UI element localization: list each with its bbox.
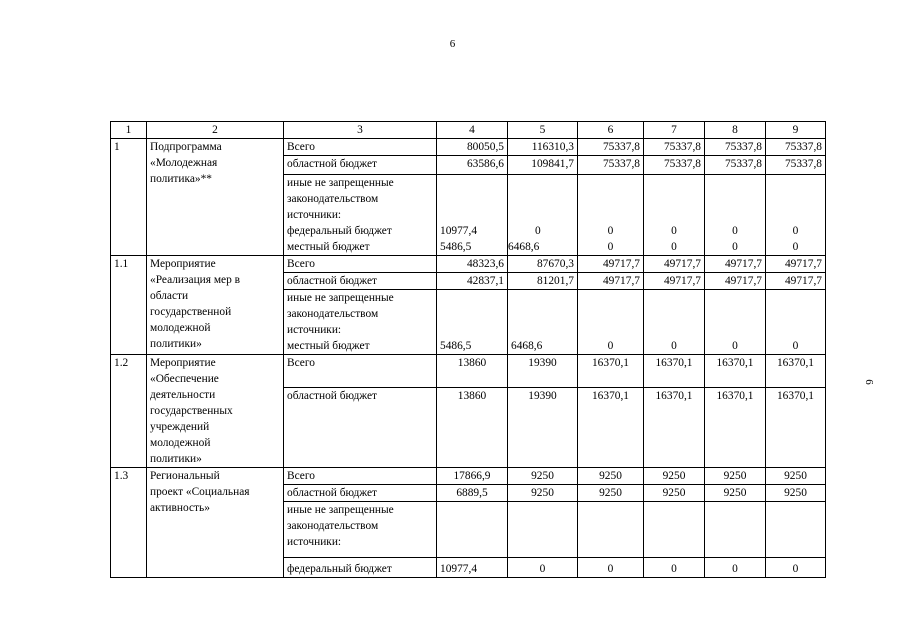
value-cell: 16370,1 xyxy=(644,388,705,468)
value-cell xyxy=(578,502,644,558)
value-cell: 49717,7 xyxy=(578,273,644,290)
value-cell: 0 xyxy=(705,290,766,355)
value-cell: 0 xyxy=(508,558,578,578)
value-cell: 75337,8 xyxy=(705,156,766,175)
value-cell: 19390 xyxy=(508,388,578,468)
value-cell: 0 xyxy=(705,558,766,578)
section-index: 1.1 xyxy=(111,256,147,355)
value-cell: 0 xyxy=(578,558,644,578)
value-cell: 48323,6 xyxy=(437,256,508,273)
funding-source: областной бюджет xyxy=(284,485,437,502)
value-cell: 17866,9 xyxy=(437,468,508,485)
value-cell: 75337,8 xyxy=(766,139,826,156)
section-name: Мероприятие «Реализация мер в области государственной молодежной политики» xyxy=(147,256,284,355)
value-cell: 9250 xyxy=(766,485,826,502)
value-cell: 16370,1 xyxy=(705,388,766,468)
value-cell: 75337,8 xyxy=(578,139,644,156)
funding-source: областной бюджет xyxy=(284,273,437,290)
section-index: 1 xyxy=(111,139,147,256)
funding-source: иные не запрещенные законодательством источники: местный бюджет xyxy=(284,290,437,355)
value-cell: 0 xyxy=(766,558,826,578)
value-cell: 9250 xyxy=(578,468,644,485)
table-row xyxy=(111,256,826,273)
value-cell xyxy=(644,502,705,558)
value-cell: 10977,4 5486,5 xyxy=(437,175,508,256)
value-cell: 6468,6 xyxy=(508,290,578,355)
table-row xyxy=(111,139,826,156)
column-header: 6 xyxy=(578,122,644,139)
value-cell: 0 0 xyxy=(578,175,644,256)
value-cell: 16370,1 xyxy=(578,388,644,468)
column-header: 8 xyxy=(705,122,766,139)
value-cell: 9250 xyxy=(766,468,826,485)
value-cell: 9250 xyxy=(508,468,578,485)
value-cell: 16370,1 xyxy=(766,355,826,388)
value-cell: 5486,5 xyxy=(437,290,508,355)
header-row xyxy=(111,122,826,139)
section-name: Подпрограмма «Молодежная политика»** xyxy=(147,139,284,256)
section-index: 1.2 xyxy=(111,355,147,468)
value-cell: 0 0 xyxy=(644,175,705,256)
value-cell: 16370,1 xyxy=(705,355,766,388)
value-cell: 16370,1 xyxy=(766,388,826,468)
funding-source: областной бюджет xyxy=(284,156,437,175)
funding-source: Всего xyxy=(284,355,437,388)
funding-source: Всего xyxy=(284,256,437,273)
page-number: 6 xyxy=(449,38,456,50)
funding-source: Всего xyxy=(284,139,437,156)
value-cell: 75337,8 xyxy=(644,139,705,156)
value-cell: 9250 xyxy=(644,468,705,485)
value-cell: 87670,3 xyxy=(508,256,578,273)
section-index: 1.3 xyxy=(111,468,147,578)
value-cell: 16370,1 xyxy=(578,355,644,388)
value-cell: 49717,7 xyxy=(578,256,644,273)
value-cell: 42837,1 xyxy=(437,273,508,290)
value-cell: 75337,8 xyxy=(578,156,644,175)
value-cell: 49717,7 xyxy=(705,273,766,290)
budget-table xyxy=(110,121,826,578)
value-cell: 0 6468,6 xyxy=(508,175,578,256)
funding-source: иные не запрещенные законодательством источники: федеральный бюджет местный бюджет xyxy=(284,175,437,256)
column-header: 7 xyxy=(644,122,705,139)
value-cell: 75337,8 xyxy=(766,156,826,175)
value-cell: 9250 xyxy=(644,485,705,502)
value-cell: 49717,7 xyxy=(705,256,766,273)
value-cell: 49717,7 xyxy=(766,273,826,290)
value-cell: 0 0 xyxy=(705,175,766,256)
value-cell: 16370,1 xyxy=(644,355,705,388)
value-cell xyxy=(766,502,826,558)
value-cell xyxy=(705,502,766,558)
funding-source: Всего xyxy=(284,468,437,485)
value-cell: 9250 xyxy=(705,468,766,485)
funding-source: областной бюджет xyxy=(284,388,437,468)
value-cell: 0 xyxy=(644,290,705,355)
value-cell: 49717,7 xyxy=(644,256,705,273)
value-cell: 13860 xyxy=(437,388,508,468)
value-cell: 6889,5 xyxy=(437,485,508,502)
value-cell: 109841,7 xyxy=(508,156,578,175)
value-cell: 75337,8 xyxy=(705,139,766,156)
value-cell: 9250 xyxy=(508,485,578,502)
column-header: 9 xyxy=(766,122,826,139)
value-cell: 0 xyxy=(766,290,826,355)
side-page-number: 6 xyxy=(862,379,875,385)
value-cell: 0 0 xyxy=(766,175,826,256)
value-cell: 116310,3 xyxy=(508,139,578,156)
value-cell: 10977,4 xyxy=(437,558,508,578)
column-header: 5 xyxy=(508,122,578,139)
value-cell: 9250 xyxy=(578,485,644,502)
column-header: 2 xyxy=(147,122,284,139)
funding-source: федеральный бюджет xyxy=(284,558,437,578)
value-cell xyxy=(437,502,508,558)
section-name: Региональный проект «Социальная активность» xyxy=(147,468,284,578)
value-cell: 0 xyxy=(578,290,644,355)
value-cell: 49717,7 xyxy=(766,256,826,273)
value-cell: 49717,7 xyxy=(644,273,705,290)
value-cell: 0 xyxy=(644,558,705,578)
column-header: 1 xyxy=(111,122,147,139)
table-row xyxy=(111,468,826,485)
value-cell: 13860 xyxy=(437,355,508,388)
value-cell: 63586,6 xyxy=(437,156,508,175)
value-cell: 19390 xyxy=(508,355,578,388)
value-cell: 80050,5 xyxy=(437,139,508,156)
value-cell: 81201,7 xyxy=(508,273,578,290)
value-cell xyxy=(508,502,578,558)
column-header: 4 xyxy=(437,122,508,139)
value-cell: 75337,8 xyxy=(644,156,705,175)
table-row xyxy=(111,355,826,388)
value-cell: 9250 xyxy=(705,485,766,502)
funding-source: иные не запрещенные законодательством источники: xyxy=(284,502,437,558)
column-header: 3 xyxy=(284,122,437,139)
section-name: Мероприятие «Обеспечение деятельности государственных учреждений молодежной политики» xyxy=(147,355,284,468)
